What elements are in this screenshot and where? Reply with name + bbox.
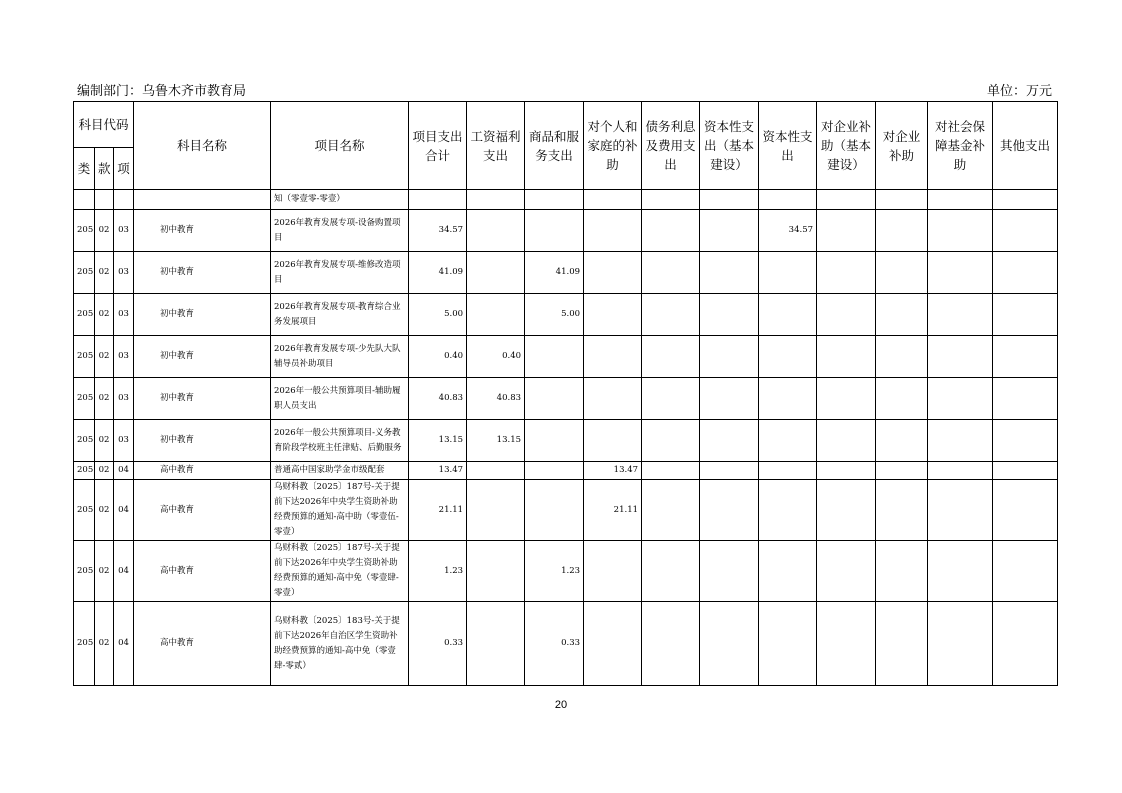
cell-empty	[700, 602, 759, 686]
budget-table	[73, 101, 1058, 686]
cell-total	[409, 190, 467, 210]
cell-empty	[642, 294, 700, 336]
header-personal: 对个人和家庭的补助	[584, 102, 642, 190]
cell-xiang: 03	[114, 210, 134, 252]
table-row	[74, 420, 1058, 462]
cell-total: 34.57	[409, 210, 467, 252]
cell-goods	[525, 480, 584, 541]
cell-empty	[700, 378, 759, 420]
cell-xiang	[114, 190, 134, 210]
cell-personal	[584, 378, 642, 420]
cell-project: 2026年教育发展专项-少先队大队辅导员补助项目	[271, 336, 409, 378]
cell-project: 2026年一般公共预算项目-义务教育阶段学校班主任津贴、后勤服务	[271, 420, 409, 462]
cell-capital	[759, 294, 817, 336]
table-row	[74, 378, 1058, 420]
cell-capital	[759, 420, 817, 462]
cell-kuan: 02	[95, 462, 114, 480]
cell-subject: 高中教育	[134, 480, 271, 541]
table-row	[74, 190, 1058, 210]
cell-goods: 1.23	[525, 541, 584, 602]
cell-empty	[700, 420, 759, 462]
cell-empty	[928, 541, 993, 602]
cell-empty	[928, 462, 993, 480]
cell-capital	[759, 480, 817, 541]
cell-project: 乌财科教〔2025〕187号-关于提前下达2026年中央学生资助补助经费预算的通知-高中免（零壹肆-零壹）	[271, 541, 409, 602]
cell-personal	[584, 190, 642, 210]
cell-salary	[467, 480, 525, 541]
cell-empty	[993, 252, 1058, 294]
header-capital: 资本性支出	[759, 102, 817, 190]
cell-project: 2026年教育发展专项-设备购置项目	[271, 210, 409, 252]
cell-empty	[642, 378, 700, 420]
cell-empty	[928, 480, 993, 541]
cell-empty	[993, 190, 1058, 210]
cell-salary: 13.15	[467, 420, 525, 462]
table-row	[74, 210, 1058, 252]
cell-salary	[467, 294, 525, 336]
cell-personal	[584, 541, 642, 602]
cell-personal	[584, 420, 642, 462]
cell-xiang: 03	[114, 420, 134, 462]
cell-personal	[584, 210, 642, 252]
cell-personal	[584, 294, 642, 336]
cell-empty	[817, 190, 876, 210]
header-goods: 商品和服务支出	[525, 102, 584, 190]
cell-empty	[642, 480, 700, 541]
cell-subject	[134, 190, 271, 210]
table-row	[74, 541, 1058, 602]
cell-empty	[817, 602, 876, 686]
cell-empty	[876, 541, 928, 602]
cell-xiang: 04	[114, 462, 134, 480]
cell-empty	[817, 480, 876, 541]
cell-goods: 41.09	[525, 252, 584, 294]
cell-kuan: 02	[95, 541, 114, 602]
cell-empty	[817, 462, 876, 480]
cell-project: 2026年教育发展专项-教育综合业务发展项目	[271, 294, 409, 336]
cell-lei: 205	[74, 420, 95, 462]
cell-empty	[817, 378, 876, 420]
cell-subject: 初中教育	[134, 294, 271, 336]
cell-goods	[525, 420, 584, 462]
header-capital-basic: 资本性支出（基本建设）	[700, 102, 759, 190]
cell-kuan: 02	[95, 252, 114, 294]
cell-subject: 初中教育	[134, 252, 271, 294]
cell-empty	[928, 252, 993, 294]
cell-personal	[584, 336, 642, 378]
cell-salary	[467, 462, 525, 480]
header-kuan: 款	[95, 148, 114, 190]
cell-capital	[759, 378, 817, 420]
cell-xiang: 04	[114, 541, 134, 602]
cell-salary	[467, 190, 525, 210]
table-body	[74, 190, 1058, 686]
cell-project: 2026年教育发展专项-维修改造项目	[271, 252, 409, 294]
header-xiang: 项	[114, 148, 134, 190]
cell-kuan: 02	[95, 480, 114, 541]
cell-salary	[467, 210, 525, 252]
cell-capital	[759, 462, 817, 480]
cell-empty	[928, 294, 993, 336]
cell-goods	[525, 190, 584, 210]
cell-subject: 高中教育	[134, 602, 271, 686]
cell-empty	[817, 336, 876, 378]
header-project-name: 项目名称	[271, 102, 409, 190]
table-row	[74, 336, 1058, 378]
header-code: 科目代码	[74, 102, 134, 148]
cell-kuan: 02	[95, 294, 114, 336]
cell-empty	[876, 420, 928, 462]
cell-kuan: 02	[95, 378, 114, 420]
header-lei: 类	[74, 148, 95, 190]
cell-xiang: 03	[114, 252, 134, 294]
cell-subject: 初中教育	[134, 210, 271, 252]
cell-capital: 34.57	[759, 210, 817, 252]
cell-total: 40.83	[409, 378, 467, 420]
cell-empty	[993, 336, 1058, 378]
cell-empty	[993, 294, 1058, 336]
cell-capital	[759, 336, 817, 378]
cell-capital	[759, 252, 817, 294]
cell-kuan: 02	[95, 336, 114, 378]
cell-salary	[467, 602, 525, 686]
cell-empty	[993, 480, 1058, 541]
cell-empty	[642, 336, 700, 378]
cell-personal: 21.11	[584, 480, 642, 541]
cell-empty	[642, 541, 700, 602]
cell-empty	[642, 420, 700, 462]
cell-empty	[928, 210, 993, 252]
cell-subject: 高中教育	[134, 462, 271, 480]
cell-capital	[759, 190, 817, 210]
cell-personal	[584, 602, 642, 686]
cell-lei	[74, 190, 95, 210]
cell-xiang: 03	[114, 378, 134, 420]
cell-empty	[817, 541, 876, 602]
cell-total: 5.00	[409, 294, 467, 336]
cell-empty	[993, 378, 1058, 420]
cell-lei: 205	[74, 294, 95, 336]
cell-salary	[467, 541, 525, 602]
cell-empty	[876, 210, 928, 252]
header-enterprise: 对企业补助	[876, 102, 928, 190]
cell-empty	[928, 336, 993, 378]
cell-project: 乌财科教〔2025〕187号-关于提前下达2026年中央学生资助补助经费预算的通知-高中助（零壹伍-零壹）	[271, 480, 409, 541]
header-debt: 债务利息及费用支出	[642, 102, 700, 190]
cell-personal	[584, 252, 642, 294]
cell-goods: 0.33	[525, 602, 584, 686]
cell-capital	[759, 541, 817, 602]
cell-xiang: 04	[114, 602, 134, 686]
cell-salary: 40.83	[467, 378, 525, 420]
cell-empty	[700, 294, 759, 336]
cell-kuan	[95, 190, 114, 210]
cell-empty	[700, 252, 759, 294]
cell-empty	[993, 210, 1058, 252]
cell-empty	[642, 190, 700, 210]
cell-empty	[876, 190, 928, 210]
cell-subject: 初中教育	[134, 336, 271, 378]
cell-empty	[642, 252, 700, 294]
cell-total: 21.11	[409, 480, 467, 541]
table-row	[74, 480, 1058, 541]
cell-total: 13.15	[409, 420, 467, 462]
cell-empty	[817, 210, 876, 252]
table-row	[74, 462, 1058, 480]
cell-goods	[525, 336, 584, 378]
cell-empty	[700, 541, 759, 602]
cell-project: 乌财科教〔2025〕183号-关于提前下达2026年自治区学生资助补助经费预算的通知-高中免（零壹肆-零贰）	[271, 602, 409, 686]
department-label: 编制部门：乌鲁木齐市教育局	[77, 84, 247, 99]
cell-xiang: 04	[114, 480, 134, 541]
header-other: 其他支出	[993, 102, 1058, 190]
page-number: 20	[554, 699, 568, 711]
cell-goods	[525, 462, 584, 480]
cell-xiang: 03	[114, 336, 134, 378]
cell-empty	[817, 294, 876, 336]
header-total: 项目支出合计	[409, 102, 467, 190]
cell-empty	[642, 602, 700, 686]
cell-empty	[876, 378, 928, 420]
cell-total: 13.47	[409, 462, 467, 480]
cell-lei: 205	[74, 541, 95, 602]
cell-lei: 205	[74, 602, 95, 686]
cell-empty	[993, 541, 1058, 602]
table-row	[74, 294, 1058, 336]
header-subject-name: 科目名称	[134, 102, 271, 190]
header-salary: 工资福利支出	[467, 102, 525, 190]
cell-total: 1.23	[409, 541, 467, 602]
cell-subject: 初中教育	[134, 378, 271, 420]
cell-capital	[759, 602, 817, 686]
cell-lei: 205	[74, 336, 95, 378]
cell-subject: 高中教育	[134, 541, 271, 602]
cell-empty	[928, 378, 993, 420]
cell-empty	[993, 602, 1058, 686]
cell-lei: 205	[74, 252, 95, 294]
cell-goods	[525, 378, 584, 420]
cell-empty	[876, 480, 928, 541]
cell-empty	[876, 252, 928, 294]
cell-total: 0.33	[409, 602, 467, 686]
cell-project: 普通高中国家助学金市级配套	[271, 462, 409, 480]
cell-empty	[700, 190, 759, 210]
cell-empty	[817, 420, 876, 462]
cell-empty	[700, 462, 759, 480]
cell-salary	[467, 252, 525, 294]
cell-kuan: 02	[95, 420, 114, 462]
cell-empty	[928, 602, 993, 686]
cell-lei: 205	[74, 378, 95, 420]
cell-kuan: 02	[95, 210, 114, 252]
cell-goods: 5.00	[525, 294, 584, 336]
cell-empty	[876, 294, 928, 336]
cell-personal: 13.47	[584, 462, 642, 480]
cell-empty	[928, 190, 993, 210]
cell-salary: 0.40	[467, 336, 525, 378]
cell-empty	[876, 602, 928, 686]
cell-empty	[876, 462, 928, 480]
cell-lei: 205	[74, 462, 95, 480]
table-row	[74, 252, 1058, 294]
cell-empty	[876, 336, 928, 378]
cell-empty	[993, 462, 1058, 480]
cell-empty	[642, 462, 700, 480]
cell-xiang: 03	[114, 294, 134, 336]
unit-label: 单位：万元	[986, 84, 1052, 99]
cell-kuan: 02	[95, 602, 114, 686]
cell-lei: 205	[74, 480, 95, 541]
cell-project: 2026年一般公共预算项目-辅助履职人员支出	[271, 378, 409, 420]
cell-total: 0.40	[409, 336, 467, 378]
header-enterprise-basic: 对企业补助（基本建设）	[817, 102, 876, 190]
table-row	[74, 602, 1058, 686]
cell-empty	[700, 210, 759, 252]
cell-empty	[817, 252, 876, 294]
cell-empty	[928, 420, 993, 462]
cell-project: 知（零壹零-零壹）	[271, 190, 409, 210]
cell-subject: 初中教育	[134, 420, 271, 462]
cell-total: 41.09	[409, 252, 467, 294]
cell-empty	[700, 336, 759, 378]
cell-lei: 205	[74, 210, 95, 252]
cell-empty	[642, 210, 700, 252]
header-social: 对社会保障基金补助	[928, 102, 993, 190]
cell-goods	[525, 210, 584, 252]
cell-empty	[700, 480, 759, 541]
cell-empty	[993, 420, 1058, 462]
